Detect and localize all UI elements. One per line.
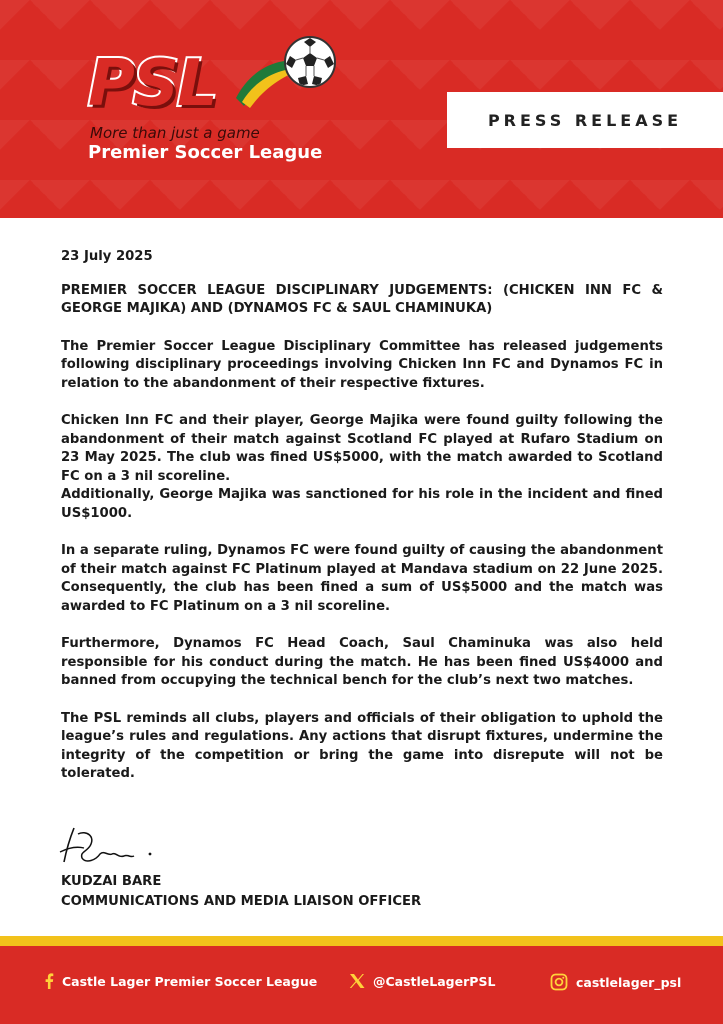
paragraph-reminder: The PSL reminds all clubs, players and officials of their obligation to uphold the league’s rules and regulations. Any actions that disrupt fixtures, undermine the integrity of the competition or bring the game into disrepute will not be tolerated.	[61, 710, 663, 781]
league-name: Premier Soccer League	[88, 142, 323, 163]
signatory-block	[61, 872, 421, 912]
paragraph-majika: Additionally, George Majika was sanctioned for his role in the incident and fined US$1000.	[61, 487, 663, 521]
header-banner	[0, 0, 723, 218]
gold-divider	[0, 936, 723, 946]
soccer-ball-icon	[284, 36, 336, 88]
press-release-label-box	[447, 92, 723, 148]
handwritten-signature	[56, 822, 166, 870]
tagline: More than just a game	[90, 124, 260, 142]
psl-logo	[84, 34, 344, 174]
release-date: 23 July 2025	[61, 249, 153, 264]
release-body	[61, 248, 663, 803]
paragraph-chaminuka: Furthermore, Dynamos FC Head Coach, Saul Chaminuka was also held responsible for his conduct during the match. He has been fined US$4000 and banned from occupying the technical bench for the club’s next two matches.	[61, 636, 663, 688]
x-handle: @CastleLagerPSL	[373, 973, 496, 989]
paragraph-intro: The Premier Soccer League Disciplinary Committee has released judgements following disciplinary proceedings involving Chicken Inn FC and Dynamos FC in relation to the abandonment of their respective fixtures.	[61, 338, 663, 391]
facebook-icon	[44, 973, 54, 989]
facebook-handle: Castle Lager Premier Soccer League	[62, 973, 318, 989]
release-title: PREMIER SOCCER LEAGUE DISCIPLINARY JUDGEMENTS: (CHICKEN INN FC & GEORGE MAJIKA) AND (DYNAMOS FC & SAUL CHAMINUKA)	[61, 282, 663, 316]
instagram-icon	[550, 973, 568, 991]
facebook-link[interactable]	[44, 973, 317, 989]
footer-banner	[0, 946, 723, 1024]
logo-text: PSL	[88, 47, 216, 121]
signatory-name: KUDZAI BARE	[61, 874, 162, 889]
paragraph-chicken-inn: Chicken Inn FC and their player, George Majika were found guilty following the abandonment of their match against Scotland FC played at Rufaro Stadium on 23 May 2025. The club was fined US$5000, with the match awarded to Scotland FC on a 3 nil scoreline.	[61, 413, 663, 484]
instagram-link[interactable]	[550, 973, 681, 991]
press-release-label: PRESS RELEASE	[487, 110, 683, 130]
x-icon	[349, 973, 365, 989]
instagram-handle: castlelager_psl	[576, 974, 682, 990]
signatory-title: COMMUNICATIONS AND MEDIA LIAISON OFFICER	[61, 894, 422, 909]
x-link[interactable]	[349, 973, 495, 989]
paragraph-dynamos: In a separate ruling, Dynamos FC were found guilty of causing the abandonment of their match against FC Platinum played at Mandava stadium on 22 June 2025. Consequently, the club has been fined a sum of US$5000 and the match was awarded to FC Platinum on a 3 nil scoreline.	[61, 543, 663, 614]
